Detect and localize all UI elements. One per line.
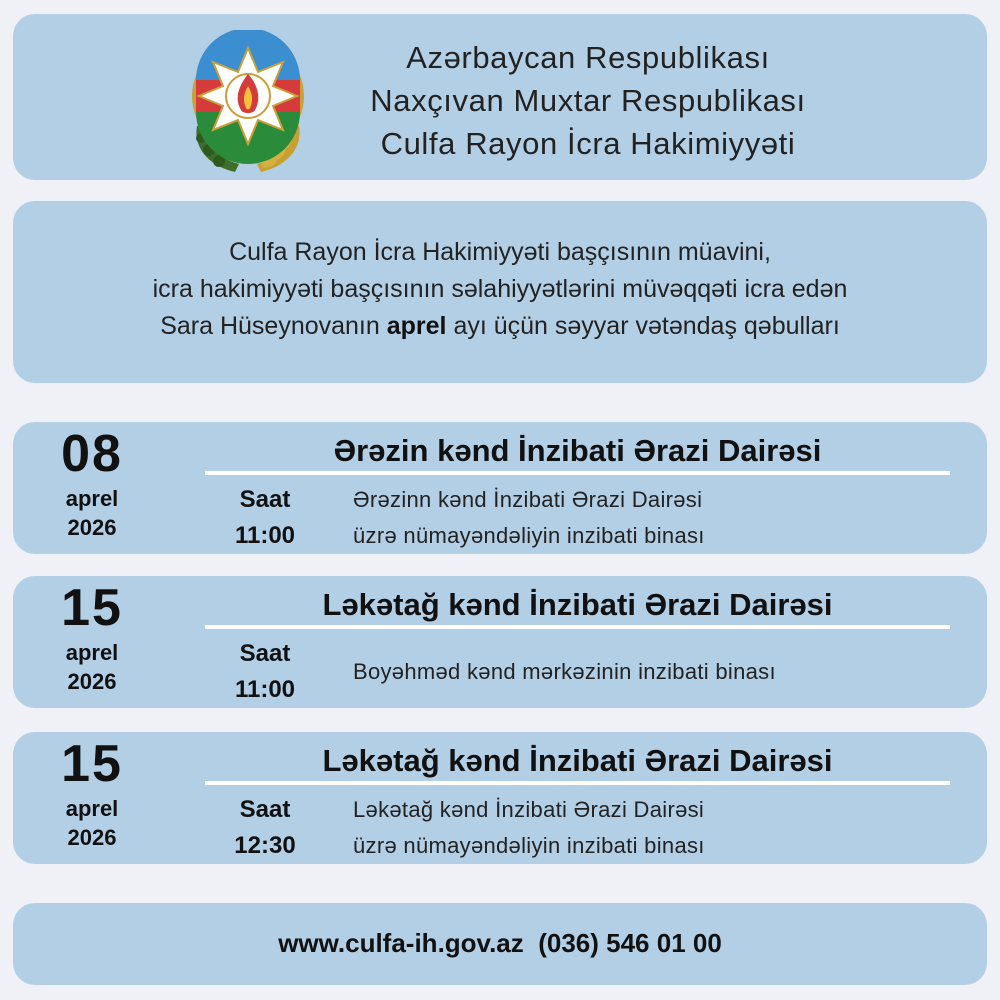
event-venue xyxy=(353,482,953,554)
event-venue xyxy=(353,654,953,690)
footer-card xyxy=(13,903,987,985)
event-month: aprel xyxy=(65,640,119,665)
event-time-value: 11:00 xyxy=(234,522,296,549)
event-time-label: Saat xyxy=(239,796,291,823)
event-year: 2026 xyxy=(67,825,117,850)
header-card xyxy=(13,14,987,180)
event-card-1 xyxy=(13,422,987,554)
event-venue-line-2: üzrə nümayəndəliyin inzibati binası xyxy=(353,523,705,548)
event-divider xyxy=(205,625,950,629)
header-line-country: Azərbaycan Respublikası xyxy=(406,40,770,75)
header-line-region: Naxçıvan Muxtar Respublikası xyxy=(370,83,806,118)
intro-line-2: icra hakimiyyəti başçısının səlahiyyətlərini müvəqqəti icra edən xyxy=(152,275,848,303)
event-date xyxy=(33,424,151,542)
intro-line-1: Culfa Rayon İcra Hakimiyyəti başçısının müavini, xyxy=(229,238,771,266)
phone-number: (036) 546 01 00 xyxy=(538,928,722,958)
event-time-value: 12:30 xyxy=(234,832,296,859)
event-divider xyxy=(205,781,950,785)
event-month: aprel xyxy=(65,486,119,511)
event-time-label: Saat xyxy=(239,486,291,513)
event-venue xyxy=(353,792,953,864)
event-card-3 xyxy=(13,732,987,864)
event-day: 15 xyxy=(61,735,123,793)
event-date xyxy=(33,734,151,852)
intro-line-3-start: Sara Hüseynovanın xyxy=(160,312,387,340)
intro-line-3-end: ayı üçün səyyar vətəndaş qəbulları xyxy=(446,312,840,340)
footer-contact xyxy=(13,925,987,961)
event-venue-line-2: üzrə nümayəndəliyin inzibati binası xyxy=(353,833,705,858)
header-line-district: Culfa Rayon İcra Hakimiyyəti xyxy=(380,126,796,161)
event-month: aprel xyxy=(65,796,119,821)
event-title: Ərəzin kənd İnzibati Ərazi Dairəsi xyxy=(333,433,822,468)
event-year: 2026 xyxy=(67,515,117,540)
intro-month-emphasis: aprel xyxy=(386,312,447,340)
event-divider xyxy=(205,471,950,475)
event-venue-line-1: Ərəzinn kənd İnzibati Ərazi Dairəsi xyxy=(353,487,703,512)
event-day: 08 xyxy=(61,425,123,483)
event-time-label: Saat xyxy=(239,640,291,667)
header-title-block xyxy=(293,36,883,165)
event-time-value: 11:00 xyxy=(234,676,296,703)
intro-text xyxy=(13,234,987,345)
intro-line-3 xyxy=(13,308,987,345)
event-time xyxy=(209,792,321,864)
intro-card xyxy=(13,201,987,383)
event-venue-line-1: Boyəhməd kənd mərkəzinin inzibati binası xyxy=(353,659,776,684)
event-card-2 xyxy=(13,576,987,708)
event-time xyxy=(209,636,321,708)
event-day: 15 xyxy=(61,579,123,637)
event-venue-line-1: Ləkətağ kənd İnzibati Ərazi Dairəsi xyxy=(353,797,705,822)
event-year: 2026 xyxy=(67,669,117,694)
event-title: Ləkətağ kənd İnzibati Ərazi Dairəsi xyxy=(322,743,833,778)
website-link[interactable]: www.culfa-ih.gov.az xyxy=(278,928,524,958)
event-time xyxy=(209,482,321,554)
event-date xyxy=(33,578,151,696)
event-title: Ləkətağ kənd İnzibati Ərazi Dairəsi xyxy=(322,587,833,622)
